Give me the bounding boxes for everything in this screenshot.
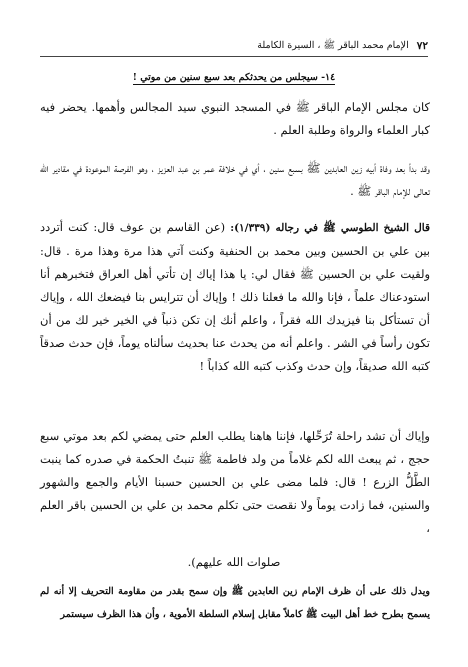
paragraph-3 <box>40 216 430 378</box>
running-title: الإمام محمد الباقر ﷺ ، السيرة الكاملة <box>257 40 409 51</box>
page-number: ٧٢ <box>416 40 428 52</box>
citation-label: قال الشيخ الطوسي ﷺ في رجاله (١/٣٣٩): <box>230 222 430 234</box>
paragraph-1: كان مجلس الإمام الباقر ﷺ في المسجد النبوي سيد المجالس وأهمها. يحضر فيه كبار العلماء والرواة وطلبة العلم . <box>40 100 430 137</box>
closing-line: صلوات الله عليهم). <box>187 555 281 569</box>
page-header <box>40 38 428 54</box>
narration-text: (عن القاسم بن عوف قال: كنت أتردد بين علي بن الحسين وبين محمد بن الحنفية وكنت آتي هذا مرة وهذا مرة . قال: ولقيت علي بن الحسين ﷺ فقال لي: يا هذا إياك إن تأتي أهل العراق فتخبرهم أنا استودعناك علماً ، فإنا والله ما فعلنا ذلك ! وإياك أن تترايس بنا فيضعك الله ، وإياك أن تستأكل بنا فيزيدك الله فقراً ، واعلم أنك إن تكن ذنباً في الخير خير لك من أن تكون رأساً في الشر . واعلم أنه من يحدث عنا بحديث سألناه يوماً، فإن حدث صدقاً كتبه الله صديقاً، وإن حدث وكذب كتبه الله كذاباً ! <box>40 220 430 373</box>
paragraph-5: ويدل ذلك على أن ظرف الإمام زين العابدين ﷺ وإن سمح بقدر من مقاومة التحريف إلا أنه لم يسمح بطرح خط أهل البيت ﷺ كاملاً مقابل إسلام السلطة الأموية ، وأن هذا الظرف سيستمر <box>40 586 430 620</box>
paragraph-2: وقد بدأ بعد وفاة أبيه زين العابدين ﷺ بسبع سنين ، أي في خلافة عمر بن عبد العزيز ، وهو الفرصة الموعودة في مقادير الله تعالى للإمام الباقر ﷺ . <box>40 161 430 198</box>
section-heading <box>40 72 428 83</box>
header-divider <box>40 56 428 57</box>
section-heading-text: ١٤- سيجلس من يحدثكم بعد سبع سنين من موتي ! <box>132 72 336 83</box>
paragraph-4: وإياك أن تشد راحلة تُرَحِّلها، فإننا هاهنا يطلب العلم حتى يمضي لكم بعد موتي سبع حجج ، ثم يبعث الله لكم غلاماً من ولد فاطمة ﷺ تنبتُ الحكمة في صدره كما ينبت الطَّلُّ الزرع ! قال: فلما مضى علي بن الحسين حسبنا الأيام والجمع والشهور والسنين، فما زادت يوماً ولا نقصت حتى تكلم محمد بن علي بن الحسين باقر العلم ، <box>40 429 430 535</box>
